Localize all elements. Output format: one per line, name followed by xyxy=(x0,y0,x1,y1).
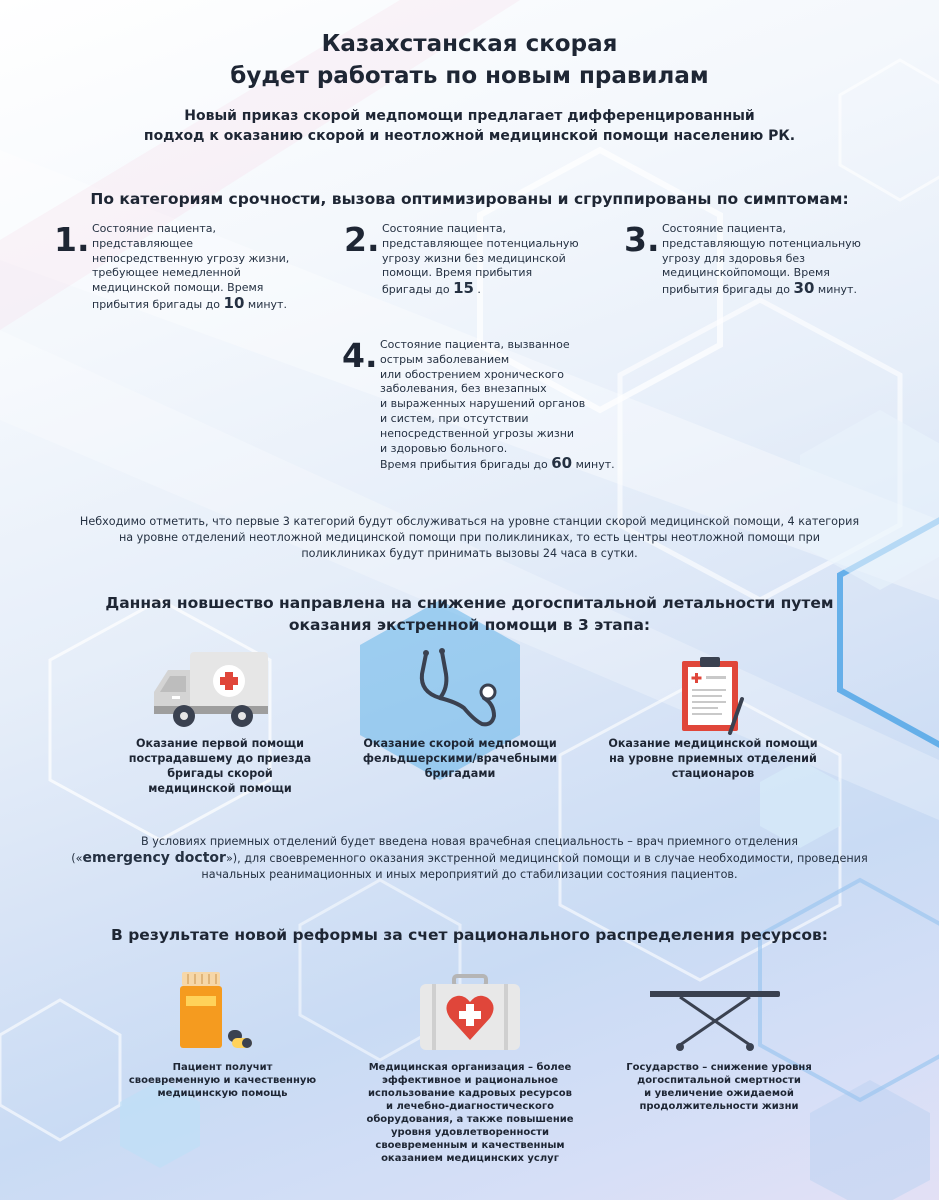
title-line-2: будет работать по новым правилам xyxy=(230,63,709,89)
category-text: Состояние пациента, представляющее потенциальную угрозу жизни без медицинской помощи. Время прибытия бригады до 15 . xyxy=(382,222,579,298)
stage-3-label: Оказание медицинской помощи на уровне приемных отделений стационаров xyxy=(608,737,818,780)
results-heading: В результате новой реформы за счет рационального распределения ресурсов: xyxy=(111,926,828,944)
category-minutes: 15 xyxy=(453,279,474,298)
stages-heading: Данная новшество направлена на снижение догоспитальной летальности путем оказания экстренной помощи в 3 этапа: xyxy=(105,594,834,634)
category-text: Состояние пациента, представляющую потенциальную угрозу для здоровья без медицинскойпомощи. Время прибытия бригады до 30 минут. xyxy=(662,222,861,298)
category-text: Состояние пациента, представляющее непосредственную угрозу жизни, требующее немедленной медицинской помощи. Время прибытия бригады до 10 минут. xyxy=(92,222,290,312)
result-3-label: Государство – снижение уровня догоспитальной смертности и увеличение ожидаемой продолжительности жизни xyxy=(626,1062,812,1112)
category-minutes: 10 xyxy=(223,293,245,312)
stethoscope-icon xyxy=(412,648,512,733)
clipboard-icon xyxy=(678,655,750,735)
page-subtitle xyxy=(60,106,879,146)
stretcher-icon xyxy=(650,985,785,1053)
category-number: 4. xyxy=(342,336,378,375)
categories-heading: По категориям срочности, вызова оптимизированы и сгруппированы по симптомам: xyxy=(90,190,849,208)
category-number: 3. xyxy=(624,220,660,259)
stage-1-label: Оказание первой помощи пострадавшему до приезда бригады скорой медицинской помощи xyxy=(128,737,312,795)
category-minutes: 60 xyxy=(551,454,573,473)
category-number: 2. xyxy=(344,220,380,259)
subtitle-line-2: подход к оказанию скорой и неотложной медицинской помощи населению РК. xyxy=(143,128,796,144)
emergency-doctor-term: emergency doctor xyxy=(82,850,226,866)
category-text: Состояние пациента, вызванное острым заболеванием или обострением хронического заболевания, без внезапных и выраженных нарушений органов и систем, при отсутствии непосредственной угрозы жизни и здоровью больного. Время прибытия бригады до 60 минут. xyxy=(380,338,615,473)
ambulance-icon xyxy=(150,648,275,730)
result-2-label: Медицинская организация – более эффективное и рациональное использование кадровых ресурсов и лечебно-диагностического оборудования, а также повышение уровня удовлетворенности своевременным и качественным оказанием медицинских услуг xyxy=(366,1062,574,1164)
category-minutes: 30 xyxy=(793,279,815,298)
emergency-paragraph: В условиях приемных отделений будет введена новая врачебная специальность – врач приемного отделения («emergency doctor»), для своевременного оказания экстренной медицинской помощи и в случае необходимости, проведения начальных реанимационных и иных мероприятий до стабилизации состояния пациентов. xyxy=(71,835,868,881)
pill-bottle-icon xyxy=(176,968,268,1052)
subtitle-line-1: Новый приказ скорой медпомощи предлагает дифференцированный xyxy=(184,108,755,124)
title-line-1: Казахстанская скорая xyxy=(321,31,618,57)
note-paragraph: Небходимо отметить, что первые 3 категорий будут обслуживаться на уровне станции скорой медицинской помощи, 4 категория на уровне отделений неотложной медицинской помощи при поликлиниках, то есть центры неотложной помощи при поликлиниках будут принимать вызовы 24 часа в сутки. xyxy=(79,515,860,560)
category-number: 1. xyxy=(54,220,90,259)
page-title xyxy=(0,28,939,92)
stage-2-label: Оказание скорой медпомощи фельдшерскими/врачебными бригадами xyxy=(362,737,558,780)
result-1-label: Пациент получит своевременную и качественную медицинскую помощь xyxy=(128,1062,317,1099)
first-aid-kit-icon xyxy=(418,974,522,1052)
